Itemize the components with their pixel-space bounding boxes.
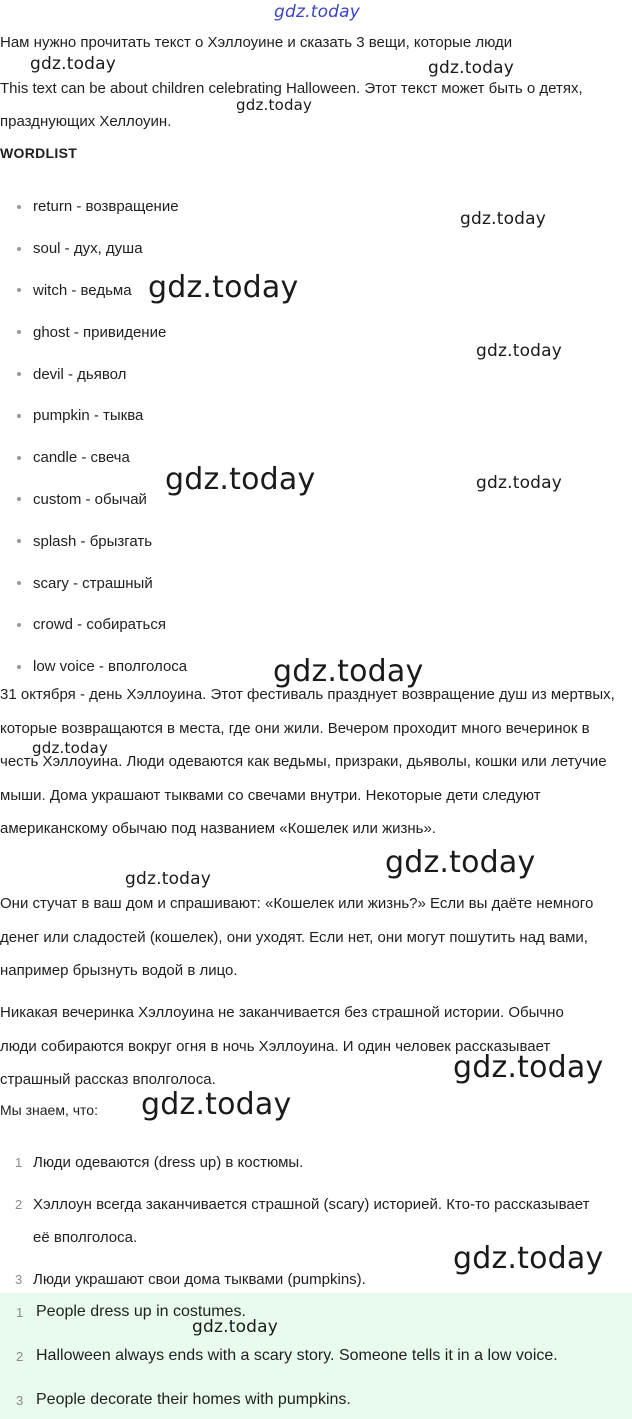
wordlist-item [0, 353, 187, 395]
watermark: gdz.today [32, 739, 109, 757]
bullet-icon [17, 288, 21, 292]
wordlist-item [0, 479, 187, 521]
watermark: gdz.today [141, 1087, 292, 1122]
prediction-text: This text can be about children celebrating Halloween. Этот текст может быть о детях, празднующих Хеллоуин. [0, 80, 583, 130]
wordlist-item [0, 604, 187, 646]
wordlist-item [0, 186, 187, 228]
watermark: gdz.today [273, 654, 424, 689]
wordlist-item-text: scary - страшный [33, 574, 153, 592]
watermark: gdz.today [453, 1241, 604, 1276]
facts-list [0, 1146, 600, 1304]
bullet-icon [17, 456, 21, 460]
fact-number: 3 [15, 1271, 23, 1287]
bullet-icon [17, 330, 21, 334]
watermark: gdz.today [476, 473, 563, 493]
translation-paragraph-3: Никакая вечеринка Хэллоуина не заканчивается без страшной истории. Обычно люди собираются вокруг огня в ночь Хэллоуина. И один человек рассказывает страшный рассказ вполголоса. [0, 1004, 564, 1088]
watermark: gdz.today [274, 2, 361, 22]
wordlist [0, 186, 187, 688]
bullet-icon [17, 372, 21, 376]
watermark: gdz.today [125, 869, 212, 889]
fact-item [0, 1146, 600, 1180]
watermark: gdz.today [30, 54, 117, 74]
wordlist-item-text: ghost - привидение [33, 323, 167, 341]
wordlist-item [0, 520, 187, 562]
watermark: gdz.today [236, 96, 313, 114]
answer-item [0, 1378, 632, 1419]
bullet-icon [17, 414, 21, 418]
fact-number: 2 [15, 1196, 23, 1212]
watermark: gdz.today [460, 209, 547, 229]
wordlist-item [0, 228, 187, 270]
translation-paragraph-2: Они стучат в ваш дом и спрашивают: «Кошелек или жизнь?» Если вы даёте немного денег или сладостей (кошелек), они уходят. Если нет, они могут пошутить над вами, например брызнуть водой в лицо. [0, 895, 594, 979]
watermark: gdz.today [385, 845, 536, 880]
bullet-icon [17, 247, 21, 251]
answer-text: People dress up in costumes. [36, 1303, 246, 1320]
answer-number: 2 [16, 1348, 24, 1364]
wordlist-item-text: candle - свеча [33, 449, 130, 467]
wordlist-item [0, 311, 187, 353]
answer-item [0, 1334, 632, 1378]
bullet-icon [17, 205, 21, 209]
wordlist-item [0, 562, 187, 604]
wordlist-item-text: custom - обычай [33, 490, 147, 508]
wordlist-item-text: devil - дьявол [33, 365, 127, 383]
wordlist-item [0, 437, 187, 479]
watermark: gdz.today [192, 1317, 279, 1337]
answers-list [0, 1293, 632, 1419]
wordlist-item [0, 395, 187, 437]
wordlist-item-text: soul - дух, душа [33, 240, 143, 258]
answer-text: People decorate their homes with pumpkins. [36, 1391, 351, 1408]
fact-number: 1 [15, 1155, 23, 1170]
bullet-icon [17, 623, 21, 627]
task-text: Нам нужно прочитать текст о Хэллоуине и сказать 3 вещи, которые люди [0, 34, 513, 51]
watermark: gdz.today [453, 1050, 604, 1085]
bullet-icon [17, 581, 21, 585]
answer-number: 3 [16, 1392, 24, 1408]
answer-box [0, 1293, 632, 1419]
translation-paragraph-1: 31 октября - день Хэллоуина. Этот фестиваль празднует возвращение душ из мертвых, которые возвращаются в места, где они жили. Вечером проходит много вечеринок в честь Хэллоуина. Люди одеваются как ведьмы, призраки, дьяволы, кошки или летучие мыши. Дома украшают тыквами со свечами внутри. Некоторые дети следуют американскому обычаю под названием «Кошелек или жизнь». [0, 686, 615, 837]
watermark: gdz.today [428, 58, 515, 78]
bullet-icon [17, 665, 21, 669]
wordlist-item-text: crowd - собираться [33, 616, 166, 634]
answer-text: Halloween always ends with a scary story. Someone tells it in a low voice. [36, 1347, 558, 1364]
wordlist-item-text: witch - ведьма [33, 281, 132, 299]
watermark: gdz.today [476, 341, 563, 361]
wordlist-item-text: splash - брызгать [33, 532, 153, 550]
bullet-icon [17, 539, 21, 543]
facts-lead: Мы знаем, что: [0, 1102, 98, 1118]
fact-text: Хэллоун всегда заканчивается страшной (scary) историей. Кто-то рассказывает её вполголоса. [33, 1195, 590, 1246]
wordlist-item-text: low voice - вполголоса [33, 658, 188, 676]
fact-text: Люди украшают свои дома тыквами (pumpkins). [33, 1270, 366, 1288]
wordlist-heading: WORDLIST [0, 145, 78, 161]
watermark: gdz.today [165, 462, 316, 497]
fact-text: Люди одеваются (dress up) в костюмы. [33, 1154, 304, 1171]
bullet-icon [17, 497, 21, 501]
wordlist-item-text: pumpkin - тыква [33, 407, 144, 425]
answer-number: 1 [16, 1304, 24, 1320]
answer-item [0, 1290, 632, 1334]
wordlist-item-text: return - возвращение [33, 198, 179, 216]
watermark: gdz.today [148, 270, 299, 305]
